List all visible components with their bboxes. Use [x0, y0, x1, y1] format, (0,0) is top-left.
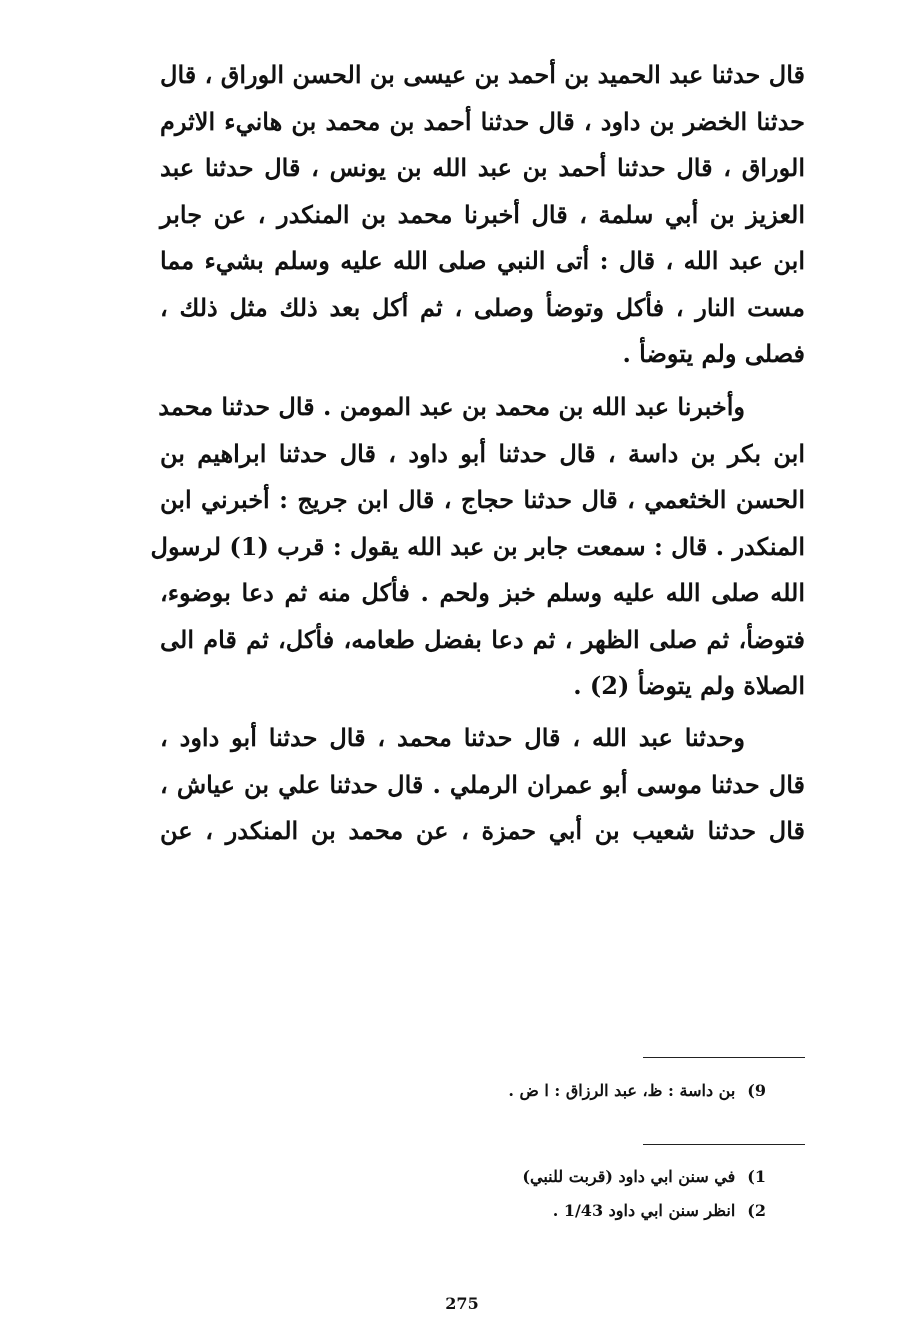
text-line: الصلاة ولم يتوضأ (2) .	[573, 671, 805, 700]
text-line: الحسن الخثعمي ، قال حدثنا حجاج ، قال ابن جريج : أخبرني ابن	[160, 485, 805, 514]
paragraph-1	[160, 52, 805, 378]
paragraph-2	[150, 384, 805, 710]
footnote-text: في سنن ابي داود (قربت للنبي)	[522, 1167, 736, 1186]
text-line: فتوضأ، ثم صلى الظهر ، ثم دعا بفضل طعامه، فأكل، ثم قام الى	[160, 624, 805, 654]
text-line: وحدثنا عبد الله ، قال حدثنا محمد ، قال حدثنا أبو داود ،	[160, 723, 745, 752]
text-line: الوراق ، قال حدثنا أحمد بن عبد الله بن يونس ، قال حدثنا عبد	[160, 153, 805, 182]
footnote-2	[553, 1200, 766, 1222]
footnote-number: 2)	[747, 1201, 766, 1220]
footnote-number: 9)	[747, 1081, 766, 1100]
text-line: فصلى ولم يتوضأ .	[622, 339, 805, 368]
text-line: وأخبرنا عبد الله بن محمد بن عبد المومن . قال حدثنا محمد	[158, 392, 745, 421]
text-line: قال حدثنا موسى أبو عمران الرملي . قال حدثنا علي بن عياش ،	[160, 769, 805, 799]
footnote-divider	[643, 1144, 805, 1145]
page-number: 275	[445, 1294, 479, 1313]
footnote-divider	[643, 1057, 805, 1058]
footnote-number: 1)	[747, 1167, 766, 1186]
footnote-text: انظر سنن ابي داود 1/43 .	[552, 1201, 736, 1220]
text-line: حدثنا الخضر بن داود ، قال حدثنا أحمد بن محمد بن هانيء الاثرم	[160, 106, 805, 136]
text-line: ابن عبد الله ، قال : أتى النبي صلى الله عليه وسلم بشيء مما	[160, 246, 805, 275]
text-line: قال حدثنا شعيب بن أبي حمزة ، عن محمد بن المنكدر ، عن	[160, 816, 805, 845]
variant-footnote	[508, 1080, 766, 1102]
text-line: قال حدثنا عبد الحميد بن أحمد بن عيسى بن الحسن الوراق ، قال	[160, 60, 805, 89]
text-line: العزيز بن أبي سلمة ، قال أخبرنا محمد بن المنكدر ، عن جابر	[160, 199, 805, 229]
footnote-text: بن داسة : ظ، عبد الرزاق : ا ض .	[508, 1081, 736, 1100]
text-line: المنكدر . قال : سمعت جابر بن عبد الله يقول : قرب (1) لرسول	[150, 531, 805, 561]
text-line: مست النار ، فأكل وتوضأ وصلى ، ثم أكل بعد ذلك مثل ذلك ،	[160, 292, 805, 322]
paragraph-3	[160, 715, 805, 855]
text-line: ابن بكر بن داسة ، قال حدثنا أبو داود ، قال حدثنا ابراهيم بن	[160, 438, 805, 468]
footnote-1	[522, 1166, 766, 1188]
text-line: الله صلى الله عليه وسلم خبز ولحم . فأكل منه ثم دعا بوضوء،	[160, 578, 805, 607]
